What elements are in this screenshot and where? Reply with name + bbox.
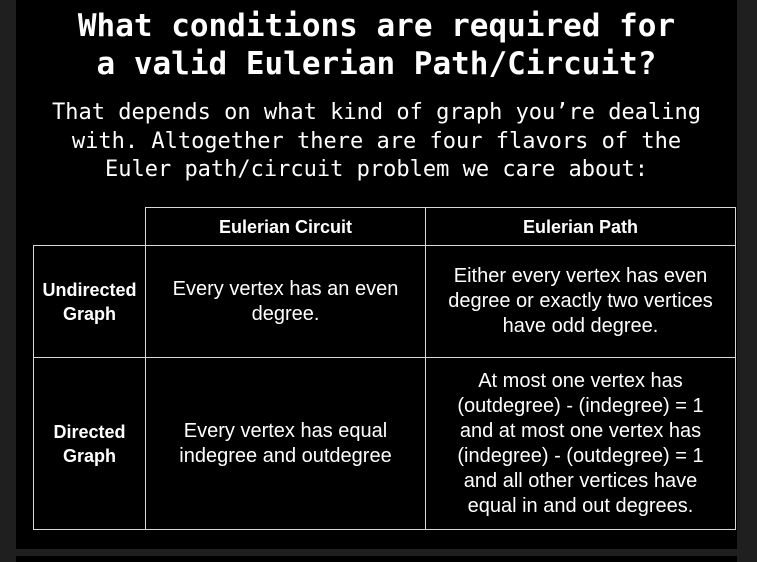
intro-line-2: with. Altogether there are four flavors of the [71,128,682,154]
title-line-2: a valid Eulerian Path/Circuit? [96,46,657,82]
column-header-path: Eulerian Path [425,207,736,246]
next-slide-edge [16,556,737,562]
cell-directed-path: At most one vertex has (outdegree) - (indegree) = 1 and at most one vertex has (indegree) - (outdegree) = 1 and all other vertices have equal in and out degrees. [425,357,736,530]
intro-line-1: That depends on what kind of graph you’re dealing [51,100,701,125]
cell-undirected-path: Either every vertex has even degree or exactly two vertices have odd degree. [425,245,736,358]
slide-title [16,7,737,83]
intro-text [16,99,737,185]
row-header-undirected: Undirected Graph [33,245,146,358]
euler-conditions-table [33,207,736,530]
column-header-circuit: Eulerian Circuit [145,207,426,246]
intro-line-3: Euler path/circuit problem we care about: [104,157,649,182]
cell-undirected-circuit: Every vertex has an even degree. [145,245,426,358]
slide [16,0,737,549]
title-line-1: What conditions are required for [77,8,676,44]
cell-directed-circuit: Every vertex has equal indegree and outdegree [145,357,426,530]
row-header-directed: Directed Graph [33,357,146,530]
